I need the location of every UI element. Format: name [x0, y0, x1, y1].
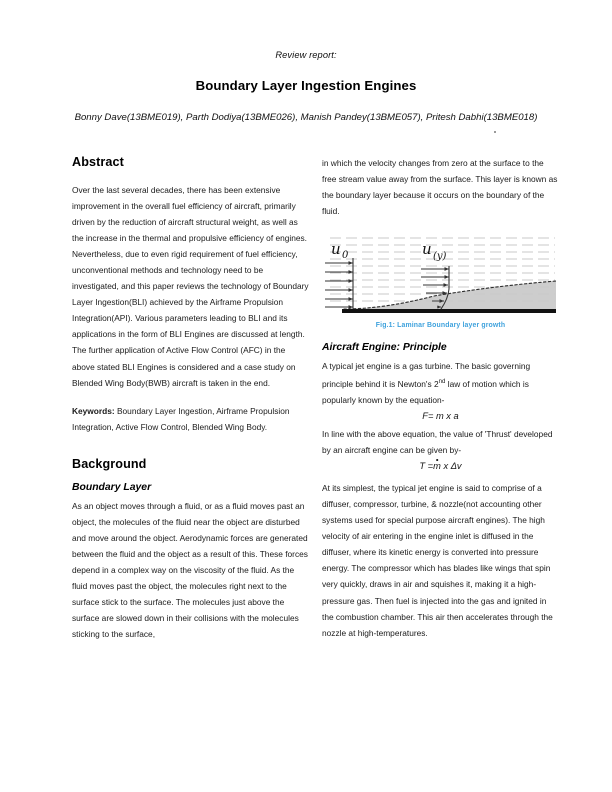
- equation-newton-force: F= m x a: [422, 411, 459, 422]
- equation-thrust: [322, 461, 559, 471]
- equation-thrust-prefix: T =: [419, 461, 434, 472]
- label-uy: u: [422, 240, 432, 259]
- label-u0-subscript: 0: [342, 250, 349, 262]
- inlet-arrowheads: [349, 261, 354, 309]
- engine-intro-part1: A typical jet engine is a gas turbine. The basic governing principle behind it is Newton's 2: [322, 361, 531, 390]
- page-title: Boundary Layer Ingestion Engines: [195, 78, 417, 93]
- mass-flow-rate-symbol: m: [433, 461, 441, 472]
- continuation-paragraph: in which the velocity changes from zero at the surface to the free stream value away from the surface. This layer is known as the boundary layer because it occurs on the boundary of the fluid.: [322, 158, 558, 217]
- paper-header: [0, 0, 612, 123]
- right-column: [322, 155, 559, 653]
- label-uy-subscript: (y): [433, 251, 447, 263]
- ordinal-suffix: nd: [438, 378, 446, 386]
- keywords-label: Keywords:: [72, 405, 115, 416]
- equation-thrust-suffix: x Δv: [440, 461, 462, 472]
- keywords-values: Boundary Layer Ingestion, Airframe Propulsion Integration, Active Flow Control, Blended Wing Body.: [72, 405, 290, 432]
- abstract-paragraph: Over the last several decades, there has been extensive improvement in the overall fuel efficiency of aircraft, primarily driven by the reduction of aircraft structural weight, as well as the increase in the thermal and propulsive efficiency of engines. Nevertheless, due to even rigid requirement of fuel efficiency, unconventional methods and technology need to be investigated, and this paper reviews the technology of Boundary Layer Ingestion(BLI) achieved by the Airframe Propulsion Integration(API). Various parameters leading to BLI and its applications in the form of BLI Engines are discussed at length. The further application of Active Flow Control (AFC) in the above stated BLI Engines is considered and a case study on Blended Wing Body(BWB) aircraft is taken in the end.: [72, 185, 309, 388]
- scan-artifact-mark: [494, 131, 496, 133]
- abstract-heading: Abstract: [72, 155, 124, 169]
- author-list: Bonny Dave(13BME019), Parth Dodiya(13BME026), Manish Pandey(13BME057), Pritesh Dabhi(13BME018): [74, 112, 538, 123]
- aircraft-engine-subheading: Aircraft Engine: Principle: [322, 342, 447, 354]
- engine-intro-part2: law of motion which is popularly known by the equation-: [322, 379, 529, 406]
- flat-plate-surface: [342, 309, 556, 313]
- left-column: [72, 155, 309, 642]
- figure-1-canvas: [322, 231, 559, 315]
- boundary-layer-paragraph: As an object moves through a fluid, or as a fluid moves past an object, the molecules of the fluid near the object are disturbed and move around the object. Aerodynamic forces are generated between the fluid and the object as a result of this. These forces depend in a complex way on the viscosity of the fluid. As the fluid moves past the object, the molecules right next to the surface stick to the surface. The molecules just above the surface are slowed down in their collisions with the molecules sticking to the surface,: [72, 500, 308, 640]
- keywords-paragraph: [72, 403, 309, 435]
- figure-1-caption: Fig.1: Laminar Boundary layer growth: [375, 322, 506, 330]
- background-heading: Background: [72, 456, 147, 471]
- laminar-boundary-layer-diagram: [322, 231, 559, 315]
- engine-detail-paragraph: At its simplest, the typical jet engine is said to comprise of a diffuser, compressor, turbine, & nozzle(not accounting other systems used for special purpose aircraft engines). The high velocity of air entering in the engine inlet is diffused in the diffuser, where its kinetic energy is converted into pressure energy. The compressor which has blades like wings that spin very quickly, draws in air and squishes it, making it a high-pressure gas. Then fuel is injected into the gas and ignited in the combustion chamber. This air then accelerates through the nozzle at high-temperatures.: [322, 483, 553, 638]
- figure-1: [322, 231, 559, 329]
- label-u0: u: [331, 240, 341, 259]
- thrust-paragraph: In line with the above equation, the value of 'Thrust' developed by an aircraft engine can be given by-: [322, 429, 553, 456]
- engine-intro-paragraph: [322, 358, 559, 408]
- boundary-layer-region: [344, 281, 556, 309]
- review-report-label: Review report:: [275, 50, 337, 60]
- boundary-layer-subheading: Boundary Layer: [72, 481, 152, 493]
